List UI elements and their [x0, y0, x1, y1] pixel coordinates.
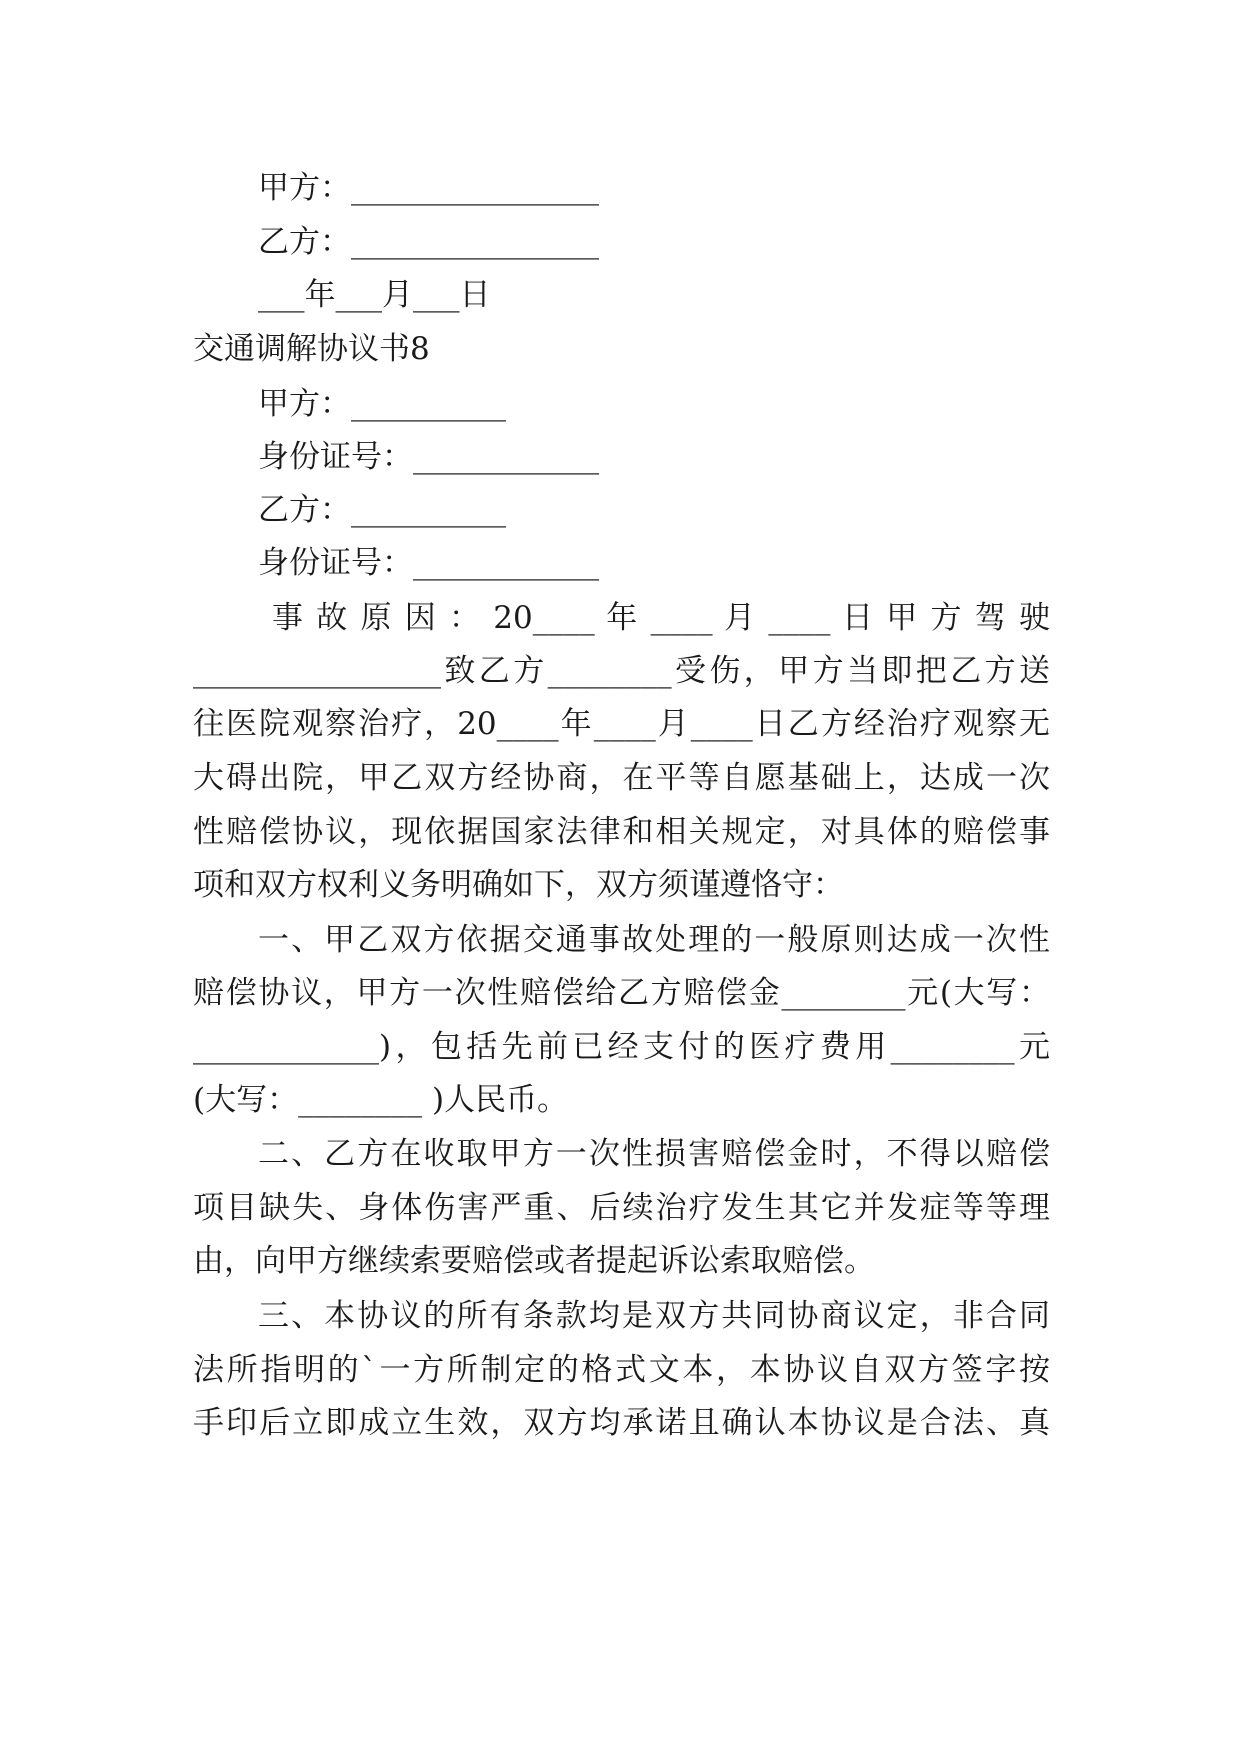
clause-2-line: 二、乙方在收取甲方一次性损害赔偿金时，不得以赔偿	[258, 1136, 1050, 1172]
paragraph-line: 大碍出院，甲乙双方经协商，在平等自愿基础上，达成一次	[193, 760, 1050, 796]
clause-2-line: 由，向甲方继续索要赔偿或者提起诉讼索取赔偿。	[193, 1243, 875, 1279]
party-a-line-2: 甲方：__________	[258, 386, 506, 422]
party-b-line-2: 乙方：__________	[258, 492, 506, 528]
party-a-line: 甲方：________________	[258, 170, 599, 206]
clause-1-line: 赔偿协议，甲方一次性赔偿给乙方赔偿金________元(大写：	[193, 975, 1050, 1011]
party-b-id-line: 身份证号：____________	[258, 545, 599, 581]
clause-2-line: 项目缺失、身体伤害严重、后续治疗发生其它并发症等等理	[193, 1190, 1050, 1226]
party-a-id-line: 身份证号：____________	[258, 439, 599, 475]
date-line: ___年___月___日	[258, 277, 491, 313]
clause-3-line: 法所指明的`一方所制定的格式文本，本协议自双方签字按	[193, 1352, 1050, 1388]
clause-1-line: ____________)，包括先前已经支付的医疗费用________元	[193, 1029, 1050, 1065]
paragraph-line: 性赔偿协议，现依据国家法律和相关规定，对具体的赔偿事	[193, 814, 1050, 850]
paragraph-line: 往医院观察治疗，20____年____月____日乙方经治疗观察无	[193, 706, 1050, 742]
clause-3-line: 手印后立即成立生效，双方均承诺且确认本协议是合法、真	[193, 1405, 1050, 1441]
paragraph-line: 项和双方权利义务明确如下，双方须谨遵恪守：	[193, 867, 844, 903]
clause-1-line: (大写：________ )人民币。	[193, 1082, 569, 1118]
clause-1-line: 一、甲乙双方依据交通事故处理的一般原则达成一次性	[258, 922, 1050, 958]
paragraph-line: ________________致乙方________受伤，甲方当即把乙方送	[193, 653, 1050, 689]
party-b-line: 乙方：________________	[258, 224, 599, 260]
section-title: 交通调解协议书8	[193, 331, 430, 367]
clause-3-line: 三、本协议的所有条款均是双方共同协商议定，非合同	[258, 1298, 1050, 1334]
paragraph-line: 事 故 原 因 ： 20____ 年 ____ 月 ____ 日 甲 方 驾 驶	[272, 600, 1050, 636]
